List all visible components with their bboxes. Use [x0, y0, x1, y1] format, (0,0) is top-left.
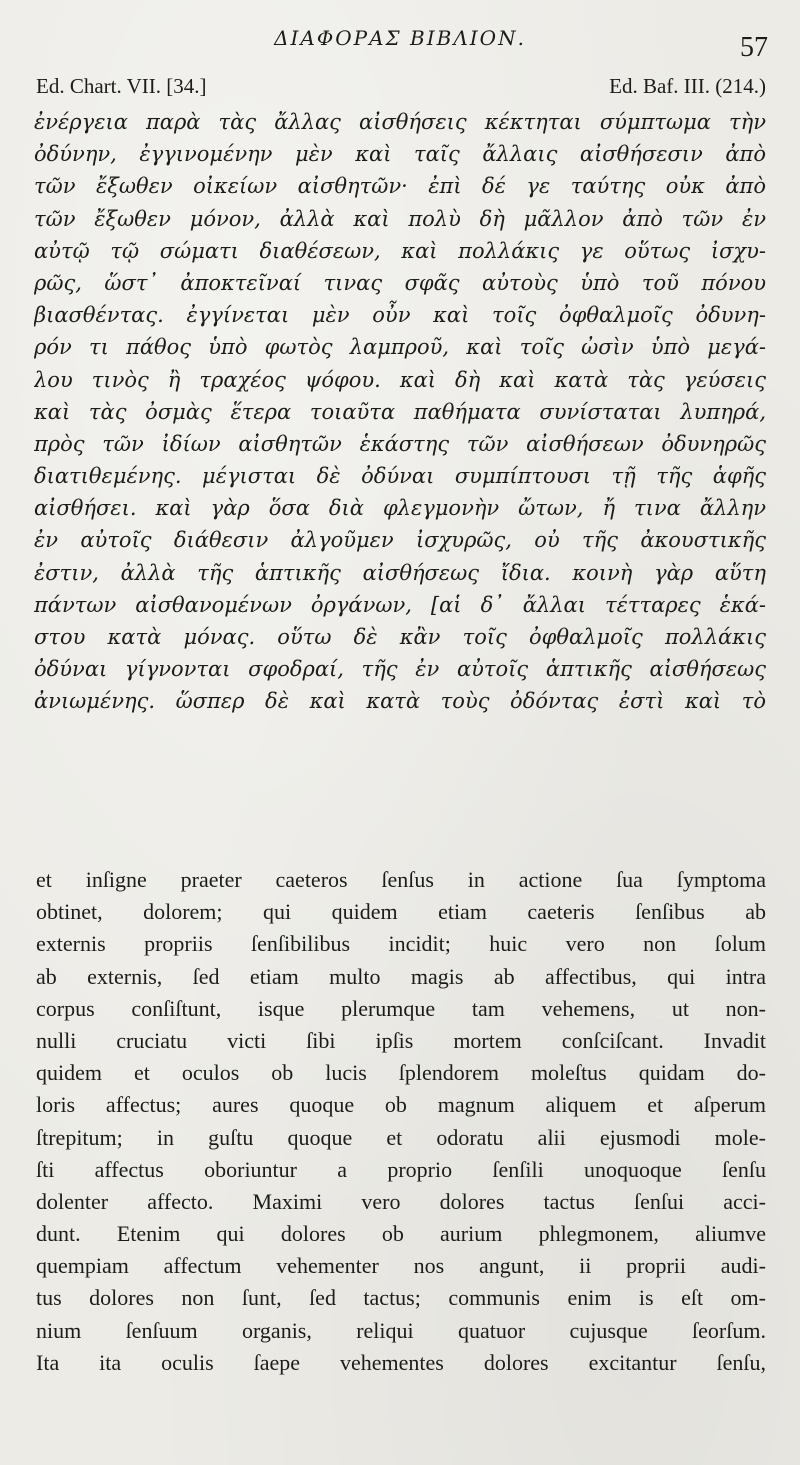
greek-line: ρόν τι πάθος ὑπὸ φωτὸς λαμπροῦ, καὶ τοῖς ὠσὶν ὑπὸ μεγά- [34, 335, 766, 360]
greek-line: ἐνέργεια παρὰ τὰς ἄλλας αἰσθήσεις κέκτηται σύμπτωμα τὴν [34, 110, 766, 134]
latin-line: quempiam affectum vehementer nos angunt, ii proprii audi- [36, 1253, 766, 1279]
latin-line: dunt. Etenim qui dolores ob aurium phlegmonem, aliumve [36, 1221, 766, 1247]
greek-line: αἰσθήσει. καὶ γὰρ ὅσα διὰ φλεγμονὴν ὤτων, ἤ τινα ἄλλην [34, 496, 766, 521]
latin-line: Ita ita oculis ſaepe vehementes dolores excitantur ſenſu, [36, 1349, 766, 1375]
latin-line: tus dolores non ſunt, ſed tactus; communis enim is eſt om- [36, 1285, 766, 1311]
latin-line: ſtrepitum; in guſtu quoque et odoratu alii ejusmodi mole- [36, 1124, 766, 1150]
latin-line: loris affectus; aures quoque ob magnum aliquem et aſperum [36, 1092, 766, 1118]
latin-line: corpus conſiſtunt, isque plerumque tam vehemens, ut non- [36, 995, 766, 1021]
latin-text-block [36, 864, 766, 1379]
page-number: 57 [740, 32, 768, 63]
greek-line: πάντων αἰσθανομένων ὀργάνων, [αἱ δ᾽ ἄλλαι τέτταρες ἑκά- [34, 592, 766, 617]
latin-line: ab externis, ſed etiam multo magis ab affectibus, qui intra [36, 963, 766, 989]
greek-line: διατιθεμένης. μέγισται δὲ ὀδύναι συμπίπτουσι τῇ τῆς ἁφῆς [34, 464, 766, 489]
greek-line: πρὸς τῶν ἰδίων αἰσθητῶν ἑκάστης τῶν αἰσθήσεων ὀδυνηρῶς [34, 431, 766, 456]
latin-line: obtinet, dolorem; qui quidem etiam caeteris ſenſibus ab [36, 899, 766, 925]
greek-line: ἐν αὐτοῖς διάθεσιν ἀλγοῦμεν ἰσχυρῶς, οὐ τῆς ἀκουστικῆς [34, 528, 766, 553]
latin-line: externis propriis ſenſibilibus incidit; huic vero non ſolum [36, 931, 766, 957]
greek-line: ρῶς, ὥστ᾽ ἀποκτεῖναί τινας σφᾶς αὐτοὺς ὑπὸ τοῦ πόνου [34, 270, 766, 295]
greek-line: λου τινὸς ἢ τραχέος ψόφου. καὶ δὴ καὶ κατὰ τὰς γεύσεις [34, 367, 766, 392]
latin-line: dolenter affecto. Maximi vero dolores tactus ſenſui acci- [36, 1188, 766, 1214]
greek-line: ἀνιωμένης. ὥσπερ δὲ καὶ κατὰ τοὺς ὀδόντας ἐστὶ καὶ τὸ [34, 689, 766, 714]
greek-line: ὀδύναι γίγνονται σφοδραί, τῆς ἐν αὐτοῖς ἁπτικῆς αἰσθήσεως [34, 657, 766, 682]
greek-line: βιασθέντας. ἐγγίνεται μὲν οὖν καὶ τοῖς ὀφθαλμοῖς ὀδυνη- [34, 303, 766, 328]
latin-line: quidem et oculos ob lucis ſplendorem moleſtus quidam do- [36, 1060, 766, 1086]
greek-line: καὶ τὰς ὀσμὰς ἕτερα τοιαῦτα παθήματα συνίσταται λυπηρά, [34, 399, 766, 424]
edition-basel-reference: Ed. Baf. III. (214.) [609, 74, 766, 98]
edition-references [36, 74, 766, 100]
greek-line: τῶν ἔξωθεν μόνον, ἀλλὰ καὶ πολὺ δὴ μᾶλλον ἀπὸ τῶν ἐν [34, 206, 766, 231]
running-title: ΔΙΑΦΟΡΑΣ ΒΙΒΛΙΟΝ. [274, 26, 526, 50]
latin-line: nulli cruciatu victi ſibi ipſis mortem conſciſcant. Invadit [36, 1027, 766, 1053]
latin-line: et inſigne praeter caeteros ſenſus in actione ſua ſymptoma [36, 867, 766, 892]
greek-text-block [34, 106, 766, 718]
greek-line: ὀδύνην, ἐγγινομένην μὲν καὶ ταῖς ἄλλαις αἰσθήσεσιν ἀπὸ [34, 142, 766, 167]
edition-chart-reference: Ed. Chart. VII. [34.] [36, 74, 207, 98]
latin-line: ſti affectus oboriuntur a proprio ſenſili unoquoque ſenſu [36, 1156, 766, 1182]
latin-line: nium ſenſuum organis, reliqui quatuor cujusque ſeorſum. [36, 1317, 766, 1343]
greek-line: αὐτῷ τῷ σώματι διαθέσεων, καὶ πολλάκις γε οὕτως ἰσχυ- [34, 238, 766, 263]
greek-line: ἐστιν, ἀλλὰ τῆς ἁπτικῆς αἰσθήσεως ἴδια. κοινὴ γὰρ αὕτη [34, 560, 766, 585]
greek-line: τῶν ἔξωθεν οἰκείων αἰσθητῶν· ἐπὶ δέ γε ταύτης οὐκ ἀπὸ [34, 174, 766, 199]
greek-line: στου κατὰ μόνας. οὕτω δὲ κἂν τοῖς ὀφθαλμοῖς πολλάκις [34, 625, 766, 649]
